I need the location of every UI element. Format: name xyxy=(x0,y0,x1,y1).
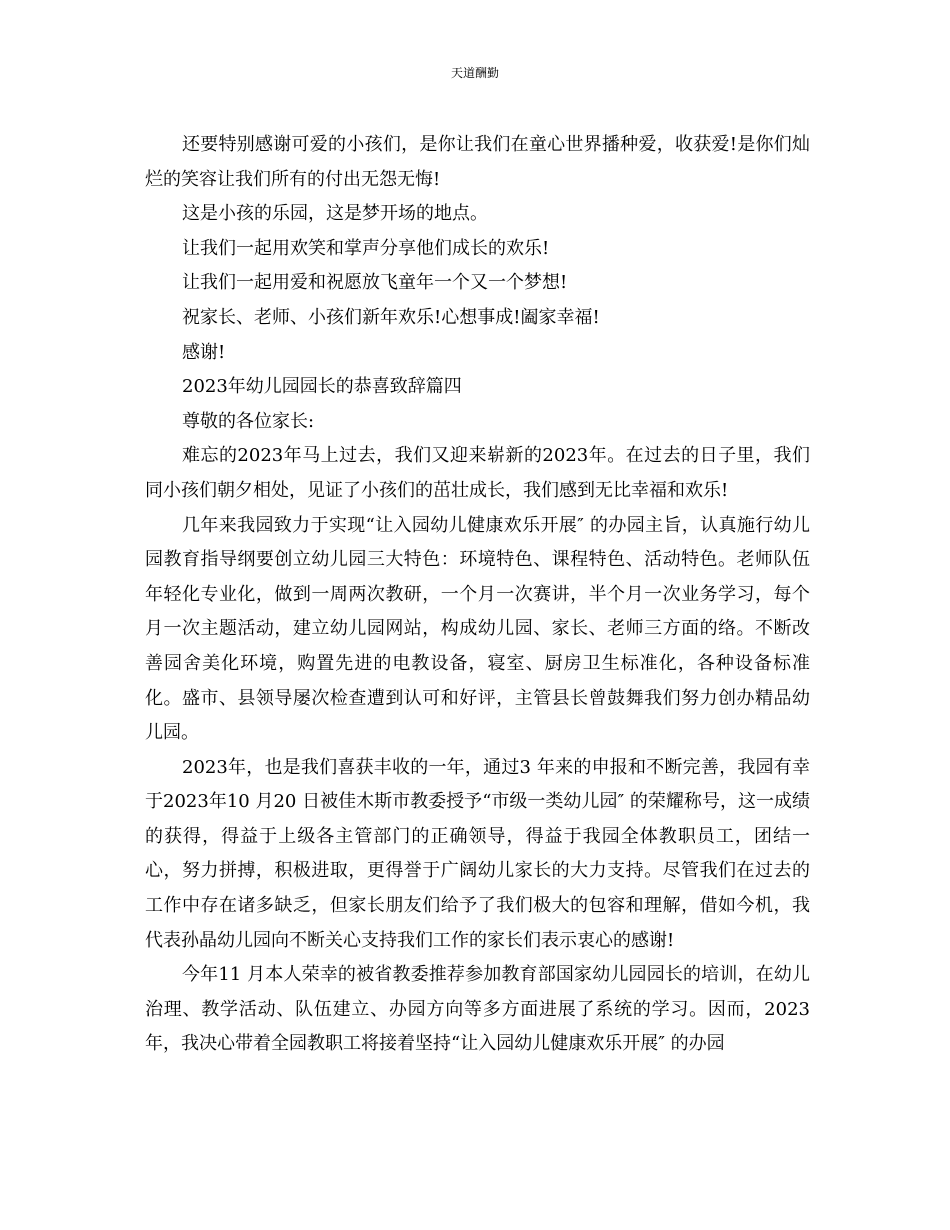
paragraph: 让我们一起用欢笑和掌声分享他们成长的欢乐! xyxy=(182,237,550,259)
document-body xyxy=(145,128,810,1062)
section-title: 2023年幼儿园园长的恭喜致辞篇四 xyxy=(182,376,462,398)
paragraph: 几年来我园致力于实现“让入园幼儿健康欢乐开展″ 的办园主旨，认真施行幼儿园教育指导纲要创立幼儿园三大特色：环境特色、课程特色、活动特色。老师队伍年轻化专业化，做到一周两次教研，一个月一次赛讲，半个月一次业务学习，每个月一次主题活动，建立幼儿园网站，构成幼儿园、家长、老师三方面的络。不断改善园舍美化环境，购置先进的电教设备，寝室、厨房卫生标准化，各种设备标准化。盛市、县领导屡次检查遭到认可和好评，主管县长曾鼓舞我们努力创办精品幼儿园。 xyxy=(145,514,810,744)
page-header: 天道酬勤 xyxy=(450,66,499,80)
paragraph: 这是小孩的乐园，这是梦开场的地点。 xyxy=(182,203,488,225)
paragraph: 还要特别感谢可爱的小孩们，是你让我们在童心世界播种爱，收获爱!是你们灿烂的笑容让我们所有的付出无怨无悔! xyxy=(145,134,810,190)
paragraph: 今年11 月本人荣幸的被省教委推荐参加教育部国家幼儿园园长的培训，在幼儿治理、教学活动、队伍建立、办园方向等多方面进展了系统的学习。因而，2023年，我决心带着全园教职工将接着坚持“让入园幼儿健康欢乐开展″ 的办园 xyxy=(145,964,810,1055)
paragraph: 2023年，也是我们喜获丰收的一年，通过3 年来的申报和不断完善，我园有幸于2023年10 月20 日被佳木斯市教委授予“市级一类幼儿园″ 的荣耀称号，这一成绩的获得，得益于上级各主管部门的正确领导，得益于我园全体教职员工，团结一心，努力拼搏，积极进取，更得誉于广阔幼儿家长的大力支持。尽管我们在过去的工作中存在诸多缺乏，但家长朋友们给予了我们极大的包容和理解，借如今机，我代表孙晶幼儿园向不断关心支持我们工作的家长们表示衷心的感谢! xyxy=(145,756,810,951)
paragraph: 让我们一起用爱和祝愿放飞童年一个又一个梦想! xyxy=(182,272,568,294)
paragraph: 祝家长、老师、小孩们新年欢乐!心想事成!阖家幸福! xyxy=(182,306,600,328)
salutation: 尊敬的各位家长: xyxy=(182,410,315,432)
paragraph: 难忘的2023年马上过去，我们又迎来崭新的2023年。在过去的日子里，我们同小孩们朝夕相处，见证了小孩们的茁壮成长，我们感到无比幸福和欢乐! xyxy=(145,445,810,501)
paragraph: 感谢! xyxy=(182,341,226,363)
